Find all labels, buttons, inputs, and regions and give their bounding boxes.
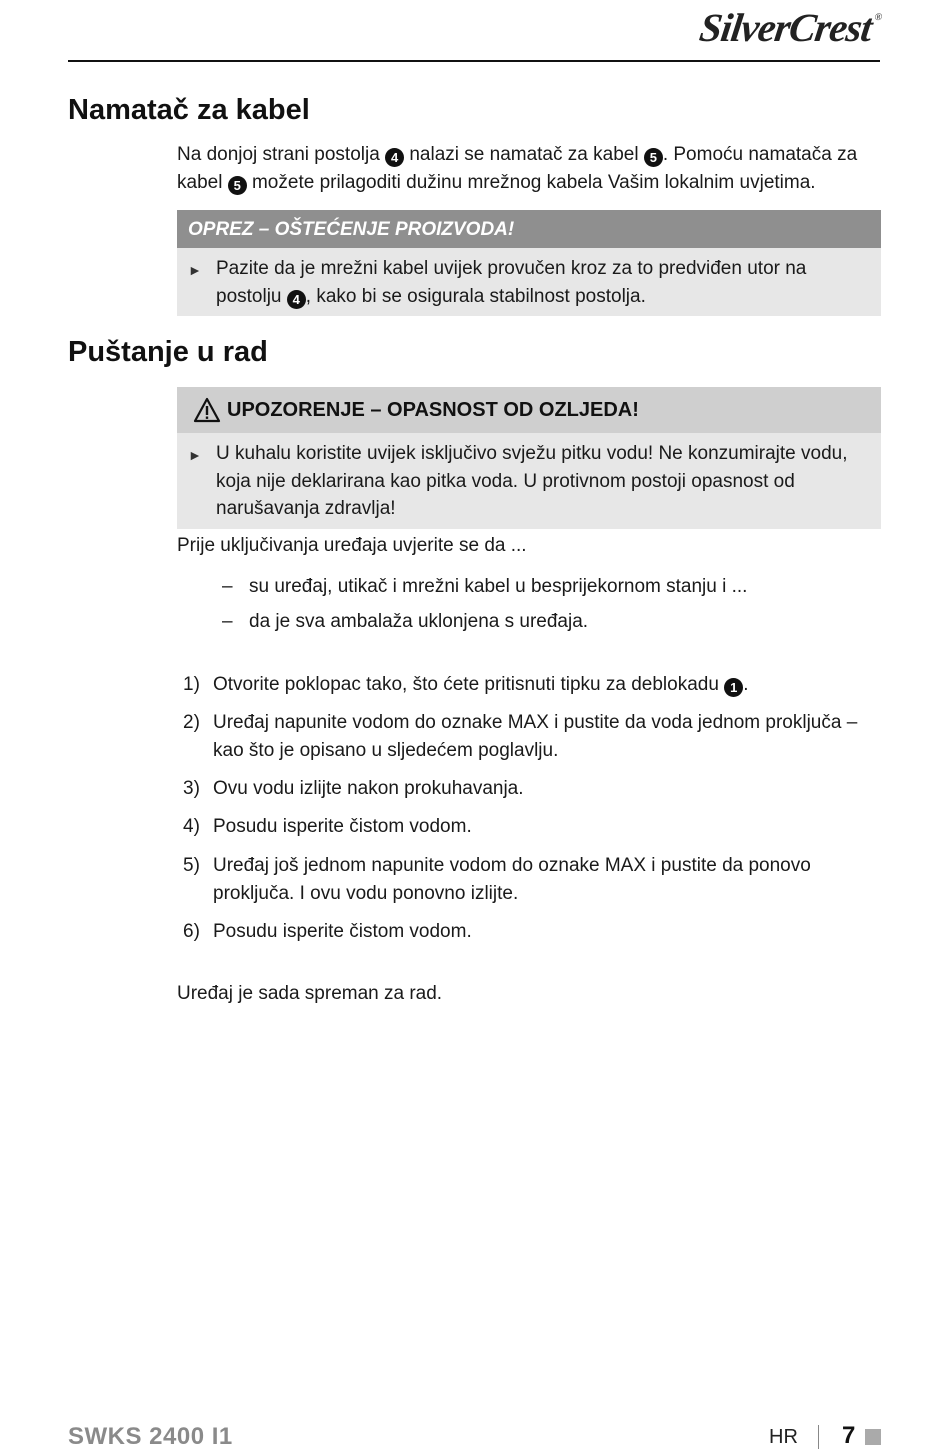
ref-badge: 4 [385, 148, 404, 167]
step-item: 2) Uređaj napunite vodom do oznake MAX i pustite da voda jednom proključa – kao što je opisano u sljedećem poglavlju. [183, 712, 858, 761]
step-item: 4) Posudu isperite čistom vodom. [183, 816, 472, 837]
check-item: – da je sva ambalaža uklonjena s uređaja. [222, 611, 589, 632]
ref-badge: 4 [287, 290, 306, 309]
section-title-startup: Puštanje u rad [68, 336, 268, 368]
ref-badge: 5 [644, 148, 663, 167]
caution-box [177, 210, 881, 316]
caution-title: OPREZ – OŠTEĆENJE PROIZVODA! [177, 210, 881, 248]
arrow-bullet-icon: ► [188, 262, 202, 278]
step-item: 3) Ovu vodu izlijte nakon prokuhavanja. [183, 778, 524, 799]
warning-triangle-icon [193, 397, 221, 423]
footer-model: SWKS 2400 I1 [68, 1423, 233, 1450]
step-item: 5) Uređaj još jednom napunite vodom do oznake MAX i pustite da ponovo proključa. I ovu vodu ponovno izlijte. [183, 855, 811, 904]
warning-title: UPOZORENJE – OPASNOST OD OZLJEDA! [177, 387, 881, 433]
check-item: – su uređaj, utikač i mrežni kabel u besprijekornom stanju i ... [222, 576, 748, 597]
section-title-cable-winder: Namatač za kabel [68, 94, 310, 126]
warning-box [177, 387, 881, 529]
step-item: 1) Otvorite poklopac tako, što ćete pritisnuti tipku za deblokadu 1 . [183, 674, 749, 695]
ready-text: Uređaj je sada spreman za rad. [177, 983, 443, 1004]
cable-winder-paragraph: Na donjoj strani postolja 4 nalazi se namatač za kabel 5 . Pomoću namatača za kabel 5 možete prilagoditi dužinu mrežnog kabela Vašim lokalnim uvjetima. [177, 144, 858, 193]
brand-logo: SilverCrest® [696, 5, 883, 50]
footer-divider [818, 1425, 819, 1449]
header-rule [68, 60, 880, 62]
ref-badge: 5 [228, 176, 247, 195]
step-item: 6) Posudu isperite čistom vodom. [183, 921, 472, 942]
arrow-bullet-icon: ► [188, 447, 202, 463]
precheck-intro: Prije uključivanja uređaja uvjerite se da ... [177, 535, 527, 556]
page-number: 7 [842, 1422, 856, 1449]
warning-item: ► U kuhalu koristite uvijek isključivo svježu pitku vodu! Ne konzumirajte vodu, koja nije deklarirana kao pitka voda. U protivnom postoji opasnost od narušavanja zdravlja! [188, 443, 848, 519]
ref-badge: 1 [724, 678, 743, 697]
page-marker-square [865, 1429, 881, 1445]
caution-item: ► Pazite da je mrežni kabel uvijek provučen kroz za to predviđen utor na postolju 4 , kako bi se osigurala stabilnost postolja. [188, 258, 807, 307]
footer-language: HR [769, 1426, 798, 1448]
